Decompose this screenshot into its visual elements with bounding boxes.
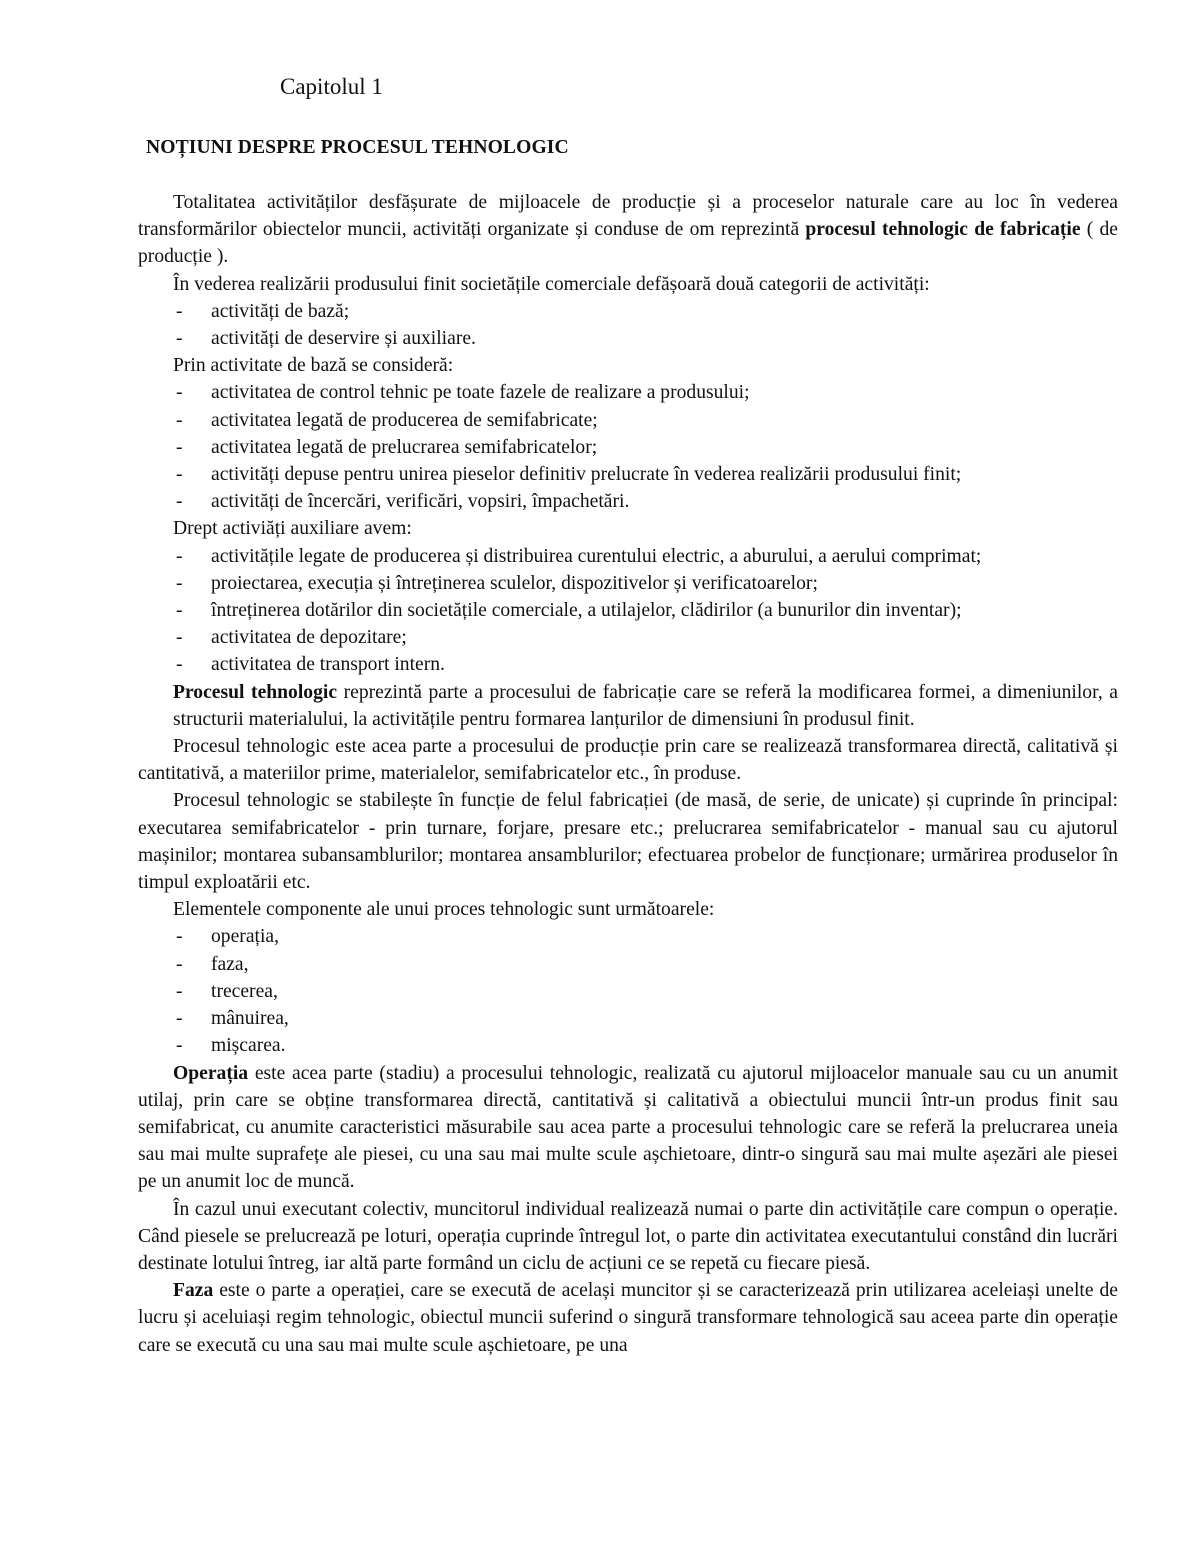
paragraph-10: În cazul unui executant colectiv, muncitorul individual realizează numai o parte din activitățile care compun o operație. Când piesele se prelucrează pe loturi, operația cuprinde întregul lot, o parte din activitatea executantului constând din lucrări destinate lotului întreg, iar altă parte formând un ciclu de acțiuni ce se repetă cu fiecare piesă. [138,1198,1118,1274]
list-auxiliary-activities [138,543,1118,679]
list-item: - întreținerea dotărilor din societățile comerciale, a utilajelor, clădirilor (a bunurilor din inventar); [138,597,1118,624]
list-item: - activitatea legată de producerea de semifabricate; [138,407,1118,434]
list-item: - operația, [138,923,1118,950]
paragraph-2: În vederea realizării produsului finit societățile comerciale defășoară două categorii de activități: [173,273,930,295]
paragraph-1-tail: ( de producție ). [138,219,1118,268]
paragraph-1-bold: procesul tehnologic de fabricație [805,219,1081,241]
list-item: - activități depuse pentru unirea pieselor definitiv prelucrate în vederea realizării produsului finit; [138,461,1118,488]
list-item: - proiectarea, execuția și întreținerea sculelor, dispozitivelor și verificatoarelor; [138,570,1118,597]
paragraph-4: Drept activiăți auxiliare avem: [173,518,412,540]
list-item: - faza, [138,951,1118,978]
paragraph-3: Prin activitate de bază se consideră: [173,355,454,377]
paragraph-11-text: este o parte a operației, care se execută de același muncitor și se caracterizează prin utilizarea aceleiași unelte de lucru și aceluiași regim tehnologic, obiectul muncii suferind o singură transformare tehnologică sau aceea parte din operație care se execută cu una sau mai multe scule așchietoare, pe una [138,1280,1118,1356]
paragraph-1-text: Totalitatea activităților desfășurate de mijloacele de producție și a proceselor naturale care au loc în vederea transformărilor obiectelor muncii, activități organizate și conduse de om reprezintă [138,192,1118,241]
chapter-title: Capitolul 1 [280,74,383,99]
list-item: - activitățile legate de producerea și distribuirea curentului electric, a aburului, a aerului comprimat; [138,543,1118,570]
paragraph-9-text: este acea parte (stadiu) a procesului tehnologic, realizată cu ajutorul mijloacelor manuale sau cu un anumit utilaj, prin care se obține transformarea directă, cantitativă și calitativă a obiectului muncii într-un produs finit sau semifabricat, cu anumite caracteristici măsurabile sau acea parte a procesului tehnologic care se referă la prelucrarea uneia sau mai multe suprafețe ale piesei, cu una sau mai multe scule așchietoare, dintr-o singură sau mai multe așezări ale piesei pe un anumit loc de muncă. [138,1062,1118,1193]
paragraph-6: Procesul tehnologic este acea parte a procesului de producție prin care se realizează transformarea directă, calitativă și cantitativă, a materiilor prime, materialelor, semifabricatelor etc., în produse. [138,736,1118,785]
paragraph-5-bold: Procesul tehnologic [173,681,338,703]
paragraph-1 [138,189,1118,271]
section-heading: NOȚIUNI DESPRE PROCESUL TEHNOLOGIC [146,137,569,158]
paragraph-5 [138,679,1118,733]
list-item: - mânuirea, [138,1005,1118,1032]
list-item: - mișcarea. [138,1032,1118,1059]
list-item: - activitatea legată de prelucrarea semifabricatelor; [138,434,1118,461]
list-item: - trecerea, [138,978,1118,1005]
list-base-activities [138,379,1118,515]
document-body [138,189,1118,1359]
list-item: - activitatea de transport intern. [138,651,1118,678]
list-item: - activități de deservire și auxiliare. [138,325,1118,352]
list-item: - activitatea de depozitare; [138,624,1118,651]
paragraph-9-bold: Operația [173,1062,249,1084]
list-process-elements [138,923,1118,1059]
paragraph-11 [138,1277,1118,1359]
paragraph-9 [138,1060,1118,1196]
list-item: - activități de bază; [138,298,1118,325]
list-activity-categories [138,298,1118,352]
paragraph-8: Elementele componente ale unui proces tehnologic sunt următoarele: [173,899,715,921]
paragraph-7: Procesul tehnologic se stabilește în funcție de felul fabricației (de masă, de serie, de unicate) și cuprinde în principal: executarea semifabricatelor - prin turnare, forjare, presare etc.; prelucrarea semifabricatelor - manual sau cu ajutorul mașinilor; montarea subansamblurilor; montarea ansamblurilor; efectuarea probelor de funcționare; urmărirea produselor în timpul exploatării etc. [138,790,1118,894]
paragraph-11-bold: Faza [173,1280,214,1302]
list-item: - activitatea de control tehnic pe toate fazele de realizare a produsului; [138,379,1118,406]
list-item: - activități de încercări, verificări, vopsiri, împachetări. [138,488,1118,515]
paragraph-5-text: reprezintă parte a procesului de fabricație care se referă la modificarea formei, a dimeniunilor, a structurii materialului, la activitățile pentru formarea lanțurilor de dimensiuni în produsul finit. [173,681,1118,730]
